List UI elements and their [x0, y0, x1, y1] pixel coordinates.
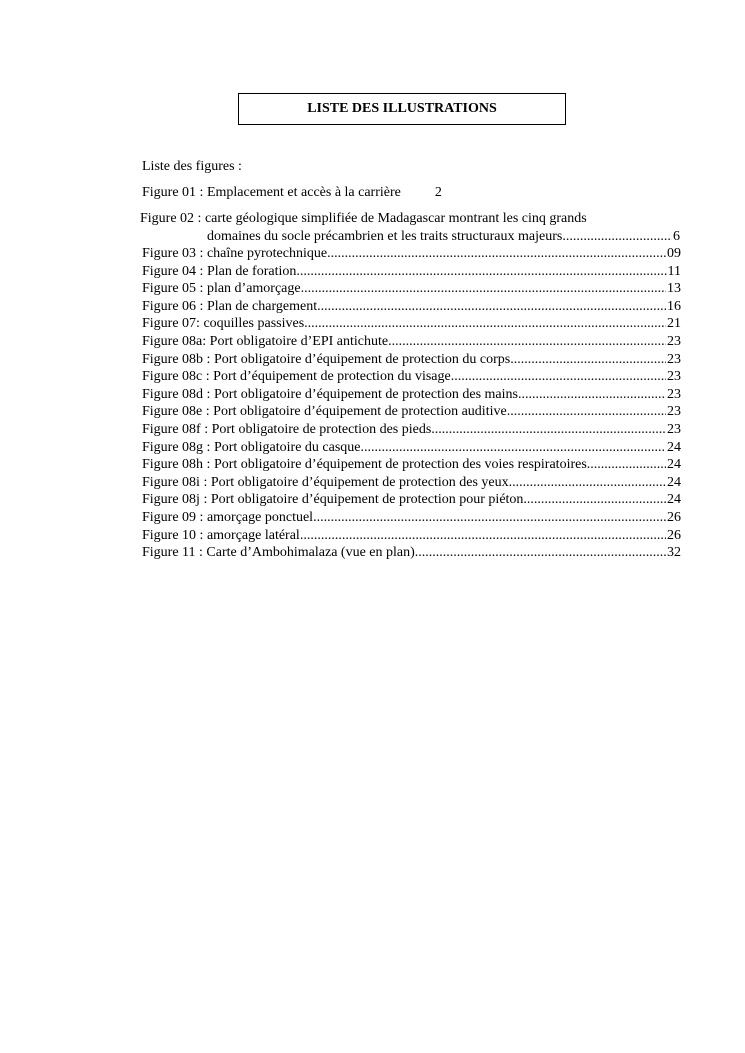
toc-entry[interactable]: [142, 544, 681, 562]
toc-entry-label: Figure 06 : Plan de chargement: [142, 298, 318, 314]
toc-entry-label-line2: domaines du socle précambrien et les traits structuraux majeurs: [207, 229, 563, 244]
toc-entry-label: Figure 08g : Port obligatoire du casque: [142, 439, 361, 455]
toc-entry-page: 16: [667, 298, 681, 314]
toc-entry[interactable]: [142, 368, 681, 386]
toc-entry-page: 11: [667, 263, 681, 279]
toc-entry-page: 23: [667, 351, 681, 367]
dot-leader: [451, 368, 666, 386]
dot-leader: [518, 386, 666, 404]
toc-entry[interactable]: [142, 509, 681, 527]
toc-entry-page: 32: [667, 545, 681, 561]
toc-entry[interactable]: [142, 456, 681, 474]
toc-entry[interactable]: [142, 439, 681, 457]
toc-entry-label: Figure 07: coquilles passives: [142, 316, 305, 332]
toc-entry[interactable]: [142, 527, 681, 545]
toc-entry-page: 2: [434, 185, 442, 200]
toc-entry[interactable]: [142, 333, 681, 351]
toc-entry-page: 6: [673, 229, 680, 244]
toc-entry-page: 23: [667, 404, 681, 420]
toc-entry-label: Figure 08b : Port obligatoire d’équipement de protection du corps: [142, 351, 511, 367]
toc-entry-page: 23: [667, 421, 681, 437]
toc-entry-page: 24: [667, 492, 681, 508]
figures-section-label: Liste des figures :: [142, 159, 242, 174]
dot-leader: [317, 298, 666, 316]
toc-entry-page: 26: [667, 527, 681, 543]
toc-entry-label: Figure 08e : Port obligatoire d’équipement de protection auditive: [142, 404, 507, 420]
toc-entry-page: 24: [667, 439, 681, 455]
toc-entry-figure-01[interactable]: [142, 184, 442, 202]
dot-leader: [510, 351, 666, 369]
dot-leader: [300, 527, 666, 545]
toc-entry[interactable]: [142, 421, 681, 439]
dot-leader: [304, 315, 666, 333]
toc-entry-label: Figure 09 : amorçage ponctuel: [142, 509, 314, 525]
toc-entry-label-line1: Figure 02 : carte géologique simplifiée de Madagascar montrant les cinq grands: [140, 211, 587, 226]
toc-entry-line2: [140, 228, 680, 246]
toc-entry-label: Figure 10 : amorçage latéral: [142, 527, 300, 543]
toc-entry-label: Figure 08j : Port obligatoire d’équipement de protection pour piéton: [142, 492, 524, 508]
toc-entry-label: Figure 08h : Port obligatoire d’équipement de protection des voies respiratoires: [142, 457, 587, 473]
toc-entry[interactable]: [142, 491, 681, 509]
toc-entry[interactable]: [142, 245, 681, 263]
toc-entry-label: Figure 05 : plan d’amorçage: [142, 281, 301, 297]
toc-entry-page: 23: [667, 386, 681, 402]
toc-entry[interactable]: [142, 351, 681, 369]
toc-entry[interactable]: [142, 315, 681, 333]
toc-entry[interactable]: [142, 298, 681, 316]
dot-leader: [388, 333, 666, 351]
toc-entry-page: 24: [667, 457, 681, 473]
toc-entry-label: Figure 08c : Port d’équipement de protection du visage: [142, 369, 451, 385]
toc-entry-label: Figure 03 : chaîne pyrotechnique: [142, 246, 328, 261]
toc-entry-page: 26: [667, 509, 681, 525]
dot-leader: [296, 263, 666, 281]
toc-entry-label: Figure 08a: Port obligatoire d’EPI antichute: [142, 333, 389, 349]
toc-entry[interactable]: [142, 474, 681, 492]
dot-leader: [587, 456, 666, 474]
list-title: LISTE DES ILLUSTRATIONS: [238, 93, 566, 125]
dot-leader: [523, 491, 666, 509]
figure-list: [142, 245, 681, 562]
toc-entry-page: 24: [667, 474, 681, 490]
toc-entry-page: 09: [667, 246, 681, 261]
toc-entry[interactable]: [142, 280, 681, 298]
dot-leader: [301, 280, 666, 298]
dot-leader: [562, 228, 672, 246]
toc-entry[interactable]: [142, 403, 681, 421]
toc-entry[interactable]: [142, 263, 681, 281]
toc-entry-page: 23: [667, 369, 681, 385]
dot-leader: [507, 403, 666, 421]
toc-entry-label: Figure 01 : Emplacement et accès à la carrière: [142, 185, 401, 200]
toc-entry-page: 13: [667, 281, 681, 297]
dot-leader: [431, 421, 666, 439]
dot-leader: [313, 509, 666, 527]
toc-entry-label: Figure 04 : Plan de foration: [142, 263, 297, 279]
toc-entry-label: Figure 08i : Port obligatoire d’équipement de protection des yeux: [142, 474, 509, 490]
toc-entry-label: Figure 11 : Carte d’Ambohimalaza (vue en plan): [142, 545, 415, 561]
toc-entry-page: 23: [667, 333, 681, 349]
toc-entry-label: Figure 08f : Port obligatoire de protection des pieds: [142, 421, 432, 437]
toc-entry[interactable]: [142, 386, 681, 404]
dot-leader: [327, 245, 666, 263]
dot-leader: [509, 474, 666, 492]
toc-entry-figure-02[interactable]: [140, 210, 680, 246]
toc-entry-label: Figure 08d : Port obligatoire d’équipement de protection des mains: [142, 386, 518, 402]
toc-entry-page: 21: [667, 316, 681, 332]
dot-leader: [361, 439, 666, 457]
dot-leader: [415, 544, 666, 562]
